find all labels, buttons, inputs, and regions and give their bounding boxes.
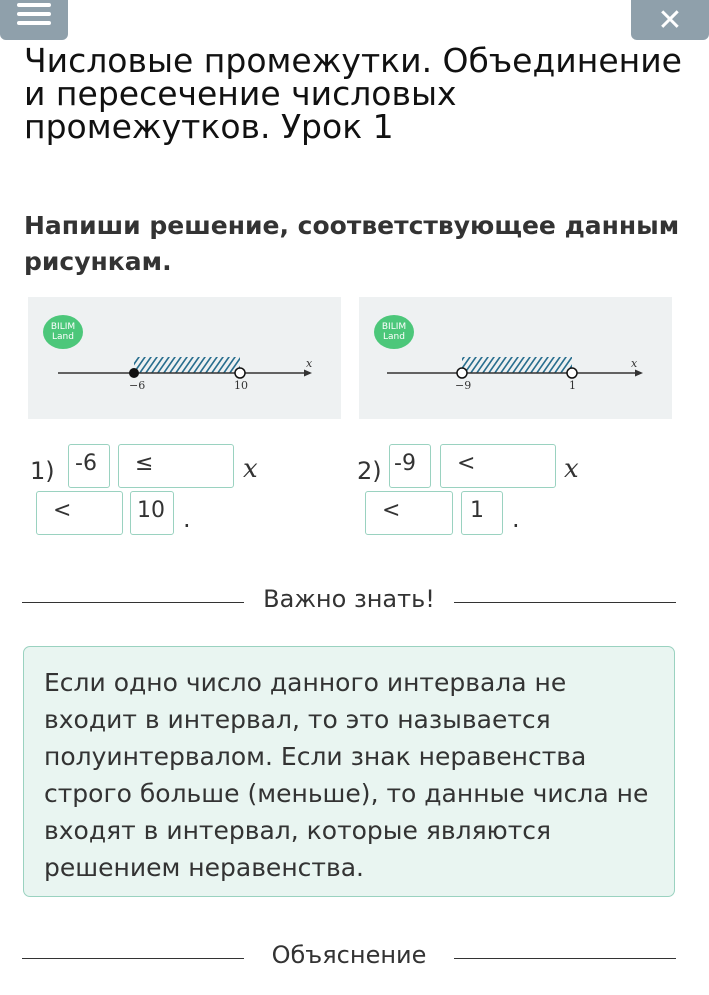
task-prompt: Напиши решение, соответствующее данным рисункам.: [24, 211, 680, 276]
tick-label-right: 1: [569, 379, 576, 392]
open-point-left: [457, 368, 467, 378]
axis-arrow: [304, 370, 312, 377]
answer-2-sign1-dropdown[interactable]: <: [440, 444, 556, 488]
answer-1-period: .: [183, 505, 191, 533]
important-heading: Важно знать!: [263, 585, 435, 613]
bilimland-logo: BILIM Land: [43, 315, 83, 349]
menu-button[interactable]: [0, 0, 68, 40]
answer-1-lower-input[interactable]: -6: [68, 444, 110, 488]
tick-label-left: −6: [129, 379, 146, 392]
tick-label-left: −9: [455, 379, 472, 392]
tick-label-right: 10: [234, 379, 248, 392]
number-line-1: [28, 297, 341, 419]
explanation-divider[interactable]: [22, 941, 676, 975]
hatched-region: [134, 357, 240, 373]
hatched-region: [462, 357, 572, 373]
answer-1-number: 1): [30, 457, 55, 485]
page-title: Числовые промежутки. Объединение и пересечение числовых промежутков. Урок 1: [24, 41, 682, 146]
answer-2-number: 2): [357, 457, 382, 485]
bilimland-logo: BILIM Land: [374, 315, 414, 349]
answer-2-sign2-dropdown[interactable]: <: [365, 491, 453, 535]
answer-2-period: .: [512, 505, 520, 533]
number-line-2: [359, 297, 672, 419]
important-info-box: [23, 646, 675, 897]
important-text: Если одно число данного интервала не входит в интервал, то это называется полуинтервалом. Если знак неравенства строго больше (меньше), то данные числа не входят в интервал, которые являются решением неравенства.: [44, 668, 649, 882]
answer-1-sign1-dropdown[interactable]: ≤: [118, 444, 234, 488]
number-line-figure-2: [359, 297, 672, 419]
close-icon: ✕: [657, 2, 683, 38]
answer-2-variable: x: [564, 454, 579, 484]
closed-point: [129, 368, 139, 378]
answer-2-upper-input[interactable]: 1: [461, 491, 503, 535]
close-button[interactable]: [631, 0, 709, 40]
explanation-heading[interactable]: Объяснение: [271, 941, 427, 969]
important-divider: [22, 585, 676, 619]
axis-label: x: [306, 357, 313, 370]
answer-1-variable: x: [243, 454, 258, 484]
open-point: [235, 368, 245, 378]
number-line-figure-1: [28, 297, 341, 419]
answer-1-upper-input[interactable]: 10: [130, 491, 174, 535]
menu-icon: [17, 3, 51, 25]
answer-1-sign2-dropdown[interactable]: <: [36, 491, 123, 535]
open-point-right: [567, 368, 577, 378]
axis-arrow: [635, 370, 643, 377]
axis-label: x: [631, 357, 638, 370]
answer-2-lower-input[interactable]: -9: [389, 444, 431, 488]
